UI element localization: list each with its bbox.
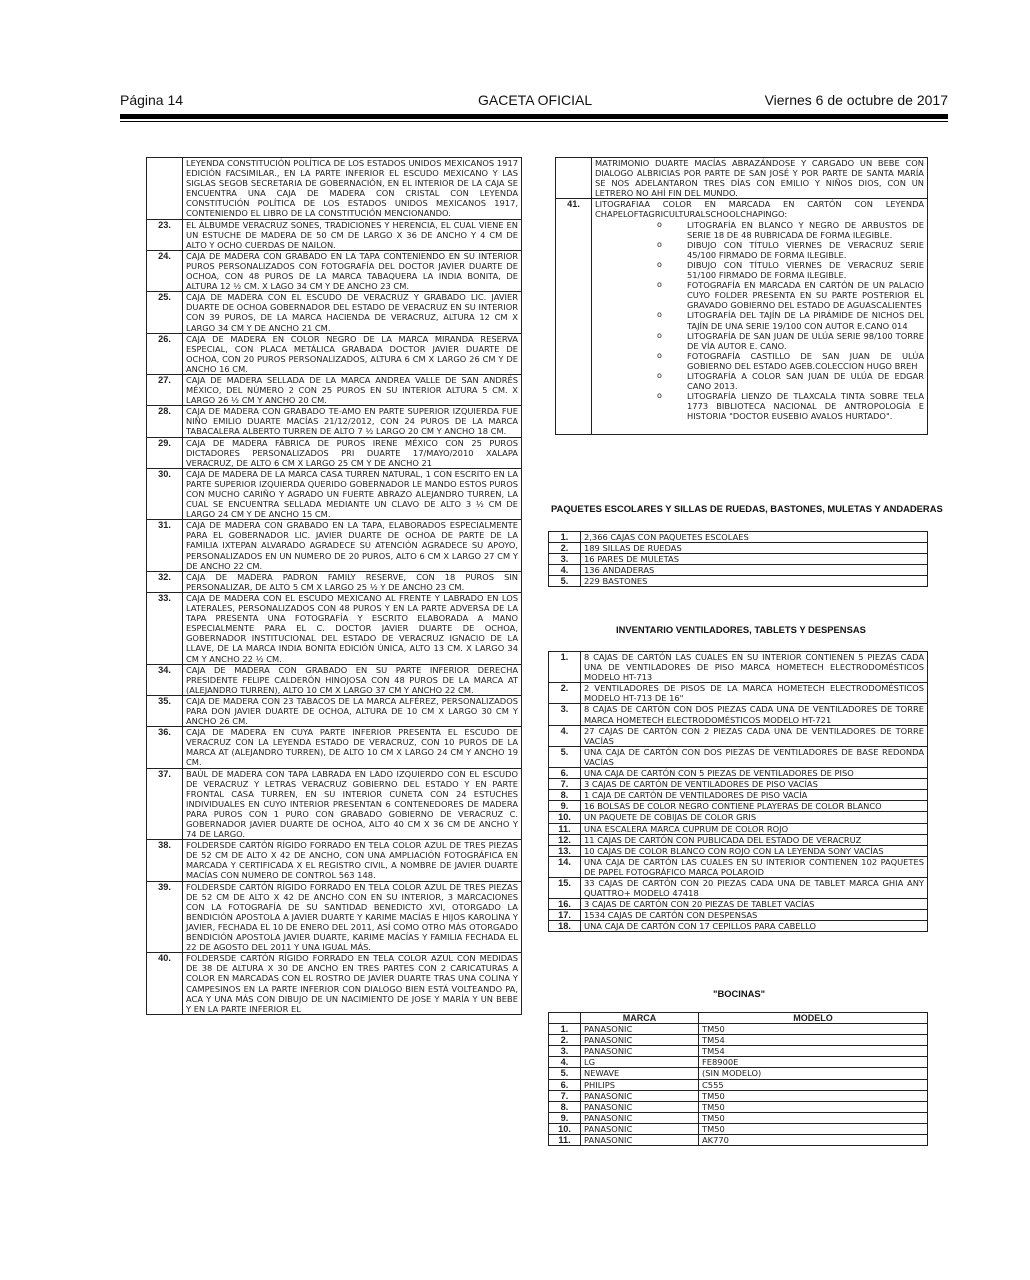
row-number: 14.	[549, 856, 581, 877]
list-item-text: LITOGRAFÍA DE SAN JUAN DE ULÚA SERIE 98/100 TORRE DE VÍA AUTOR E. CANO.	[687, 330, 924, 351]
table-row	[147, 158, 522, 220]
row-description: 2 VENTILADORES DE PISOS DE LA MARCA HOMETECH ELECTRODOMÉSTICOS MODELO HT-713 DE 16"	[581, 683, 928, 704]
header-marca: MARCA	[581, 1013, 699, 1024]
modelo-cell: C555	[699, 1079, 928, 1090]
row-description: 3 CAJAS DE CARTÓN DE VENTILADORES DE PISO VACÍAS	[581, 779, 928, 790]
table-row	[549, 1090, 928, 1101]
table-row	[549, 532, 928, 543]
table-row	[147, 406, 522, 437]
row-number: 24.	[147, 250, 183, 291]
row-description: CAJA DE MADERA SELLADA DE LA MARCA ANDREA VALLE DE SAN ANDRÉS MÉXICO, DEL NÚMERO 2 CON 25 PUROS EN SU INTERIOR ALTURA 5 CM. X LARGO 26 ½ CM Y ANCHO 20 CM.	[183, 374, 522, 405]
marca-cell: PANASONIC	[581, 1112, 699, 1123]
row-description	[592, 199, 928, 435]
bullet-marker: o	[657, 310, 662, 320]
table-row	[549, 652, 928, 683]
row-number: 11.	[549, 823, 581, 834]
table-row	[549, 1123, 928, 1134]
bullet-marker: o	[657, 350, 662, 360]
row-number: 6.	[549, 768, 581, 779]
row-number: 5.	[549, 746, 581, 767]
row-number: 2.	[549, 543, 581, 554]
row-description: 8 CAJAS DE CARTÓN LAS CUALES EN SU INTERIOR CONTIENEN 5 PIEZAS CADA UNA DE VENTILADORES DE PISO MARCA HOMETECH ELECTRODOMÉSTICOS MODELO HT-713	[581, 652, 928, 683]
row-number: 25.	[147, 292, 183, 333]
row-number: 33.	[147, 592, 183, 664]
row-description: FOLDERSDE CARTÓN RÍGIDO FORRADO EN TELA COLOR AZUL CON MEDIDAS DE 38 DE ALTURA X 30 DE ANCHO EN TRES PARTES CON 2 CARICATURAS A COLOR EN MARCADAS CON EL ROSTRO DE JAVIER DUARTE TRAS UNA COLINA Y CAMPESINOS EN LA PARTE INFERIOR CON DIALOGO BIEN ESTÁ VOLTEANDO PA, ACA Y UNA MÁS CON DIBUJO DE UN NACIMIENTO DE JOSE Y MARÍA Y UN BEBE Y EN LA PARTE INFERIOR EL	[183, 953, 522, 1015]
row-number: 38.	[147, 840, 183, 881]
row-description: EL ÁLBUMDE VERACRUZ SONES, TRADICIONES Y HERENCIA, EL CUAL VIENE EN UN ESTUCHE DE MADERA DE 50 CM DE LARGO X 36 DE ANCHO Y 4 CM DE ALTO Y OCHO CUERDAS DE NAILON.	[183, 219, 522, 250]
row-description: UNA CAJA DE CARTÓN CON DOS PIEZAS DE VENTILADORES DE BASE REDONDA VACÍAS	[581, 746, 928, 767]
table-row	[549, 910, 928, 921]
list-item-text: LITOGRAFÍA DEL TAJÍN DE LA PIRÁMIDE DE NICHOS DEL TAJÍN DE UNA SERIE 19/100 CON AUTOR E.CANO 014	[687, 310, 924, 331]
table-row	[549, 1112, 928, 1123]
row-number: 34.	[147, 664, 183, 695]
row-number: 4.	[549, 725, 581, 746]
row-description: CAJA DE MADERA EN CUYA PARTE INFERIOR PRESENTA EL ESCUDO DE VERACRUZ CON LA LEYENDA ESTADO DE VERACRUZ, CON 10 PUROS DE LA MARCA AT (ALEJANDRO TURREN), DE ALTO 10 CM X LARGO 24 CM Y ANCHO 19 CM.	[183, 727, 522, 768]
modelo-cell: TM50	[699, 1024, 928, 1035]
row-number: 10.	[549, 812, 581, 823]
row-number: 7.	[549, 1090, 581, 1101]
row-description: 189 SILLAS DE RUEDAS	[581, 543, 928, 554]
table-row	[147, 592, 522, 664]
table-row	[549, 801, 928, 812]
table-row	[549, 1068, 928, 1079]
table-row	[549, 856, 928, 877]
table-header-row	[549, 1013, 928, 1024]
table-row	[147, 664, 522, 695]
marca-cell: PANASONIC	[581, 1035, 699, 1046]
row-number: 26.	[147, 333, 183, 374]
row-number: 5.	[549, 1068, 581, 1079]
list-item	[595, 371, 924, 391]
table-row	[549, 1024, 928, 1035]
table-row	[556, 158, 928, 199]
row-description: 11 CAJAS DE CARTÓN CON PUBLICADA DEL ESTADO DE VERACRUZ	[581, 834, 928, 845]
row-number: 17.	[549, 910, 581, 921]
row-number: 8.	[549, 790, 581, 801]
inventory-table-right-continued	[555, 157, 928, 435]
row-description: CAJA DE MADERA CON EL ESCUDO DE VERACRUZ Y GRABADO LIC. JAVIER DUARTE DE OCHOA GOBERNADOR DEL ESTADO DE VERACRUZ EN SU INTERIOR CON 39 PUROS, DE LA MARCA HACIENDA DE VERACRUZ, ALTURA 12 CM X LARGO 34 CM Y DE ANCHO 21 CM.	[183, 292, 522, 333]
row-description: 229 BASTONES	[581, 576, 928, 587]
section-title-bocinas: "BOCINAS"	[713, 988, 766, 999]
bocinas-table	[548, 1012, 928, 1146]
row-description: CAJA DE MADERA CON GRABADO EN LA TAPA, ELABORADOS ESPECIALMENTE PARA EL GOBERNADOR LIC. JAVIER DUARTE DE OCHOA DE PARTE DE LA FAMILIA IXTEPAN ALVARADO AGRADECE SU ATENCIÓN AGRADECE SU APOYO, PERSONALIZADOS EN UN NUMERO DE 20 PUROS, ALTO 6 CM X LARGO 27 CM Y DE ANCHO 22 CM.	[183, 520, 522, 571]
row-number: 1.	[549, 1024, 581, 1035]
row-description: UNA ESCALERA MARCA CUPRUM DE COLOR ROJO	[581, 823, 928, 834]
table-row	[549, 790, 928, 801]
marca-cell: LG	[581, 1057, 699, 1068]
row-description: FOLDERSDE CARTÓN RÍGIDO FORRADO EN TELA COLOR AZUL DE TRES PIEZAS DE 52 CM DE ALTO X 42 DE ANCHO CON EN SU INTERIOR, 3 MARCACIONES CON LA FOTOGRAFÍA DE SU SANTIDAD BENEDICTO XVI, OTORGADO LA BENDICIÓN APOSTOLA A JAVIER DUARTE Y KARIME MACÍAS E HIJOS KAROLINA Y JAVIER, FECHADA EL 10 DE ENERO DEL 2011, ASÍ COMO OTRO MÁS OTORGADO BENDICIÓN APOSTOLA JAVIER DUARTE, KARIME MACÍAS Y FAMILIA FECHADA EL 22 DE AGOSTO DEL 2011 Y UNA IGUAL MÁS.	[183, 881, 522, 953]
row-description: UNA CAJA DE CARTÓN CON 17 CEPILLOS PARA CABELLO	[581, 921, 928, 932]
table-row	[549, 834, 928, 845]
row-number: 12.	[549, 834, 581, 845]
row-description: 16 BOLSAS DE COLOR NEGRO CONTIENE PLAYERAS DE COLOR BLANCO	[581, 801, 928, 812]
row-description: LEYENDA CONSTITUCIÓN POLÍTICA DE LOS ESTADOS UNIDOS MEXICANOS 1917 EDICIÓN FACSIMILAR., EN LA PARTE INFERIOR EL ESCUDO MEXICANO Y LAS SIGLAS SEGOB SECRETARIA DE GOBERNACIÓN, EN EL INTERIOR DE LA CAJA SE ENCUENTRA UNA CAJA DE MADERA CON CRISTAL CON LEYENDA CONSTITUCIÓN POLÍTICA DE LOS ESTADOS UNIDOS MEXICANOS 1917, CONTENIENDO EL LIBRO DE LA CONSTITUCIÓN MENCIONANDO.	[183, 158, 522, 220]
table-row	[147, 768, 522, 840]
row-number: 2.	[549, 683, 581, 704]
row-description: 136 ANDADERAS	[581, 565, 928, 576]
table-row	[549, 1101, 928, 1112]
row-description: 1534 CAJAS DE CARTÓN CON DESPENSAS	[581, 910, 928, 921]
table-row	[147, 840, 522, 881]
table-row	[549, 899, 928, 910]
row-number: 37.	[147, 768, 183, 840]
table-row	[147, 219, 522, 250]
row-number	[147, 158, 183, 220]
modelo-cell: TM54	[699, 1035, 928, 1046]
inventory-table-left	[146, 157, 522, 1015]
table-row	[549, 768, 928, 779]
list-item-text: LITOGRAFÍA LIENZO DE TLAXCALA TINTA SOBRE TELA 1773 BIBLIOTECA NACIONAL DE ANTROPOLOGÍA E HISTORIA "DOCTOR EUSEBIO AVALOS HURTADO".	[687, 391, 924, 422]
table-row	[549, 1135, 928, 1146]
table-row	[549, 576, 928, 587]
row-number: 11.	[549, 1135, 581, 1146]
table-row	[549, 746, 928, 767]
row-number: 3.	[549, 1046, 581, 1057]
table-row	[549, 921, 928, 932]
row-description: CAJA DE MADERA CON GRABADO EN SU PARTE INFERIOR DERECHA PRESIDENTE FELIPE CALDERÓN HINOJOSA CON 48 PUROS DE LA MARCA AT (ALEJANDRO TURREN), ALTO 10 CM X LARGO 37 CM Y ANCHO 22 CM.	[183, 664, 522, 695]
list-item	[595, 220, 924, 240]
list-item-text: DIBUJO CON TÍTULO VIERNES DE VERACRUZ SERIE 45/100 FIRMADO DE FORMA ILEGIBLE.	[687, 239, 924, 260]
table-row	[147, 695, 522, 726]
row-description: MATRIMONIO DUARTE MACÍAS ABRAZÁNDOSE Y CARGADO UN BEBE CON DIALOGO ALBRICIAS POR PARTE DE SAN JOSÉ Y POR PARTE DE SANTA MARÍA SE NOS ADELANTARON TRES DÍAS CON EMILIO Y NIÑOS DIOS, CON UN LETRERO NO AHÍ FIN DEL MUNDO.	[592, 158, 928, 199]
row-description: UNA CAJA DE CARTÓN CON 5 PIEZAS DE VENTILADORES DE PISO	[581, 768, 928, 779]
header-rule-thin	[120, 121, 948, 122]
table-row	[147, 374, 522, 405]
list-item	[595, 240, 924, 260]
row-number: 32.	[147, 571, 183, 592]
table-row	[549, 1079, 928, 1090]
modelo-cell: FE8900E	[699, 1057, 928, 1068]
list-item	[595, 331, 924, 351]
row-number: 9.	[549, 801, 581, 812]
row-description: BAÚL DE MADERA CON TAPA LABRADA EN LADO IZQUIERDO CON EL ESCUDO DE VERACRUZ Y LETRAS VERACRUZ GOBIERNO DEL ESTADO Y EN PARTE FRONTAL CASA TURREN, EN SU INTERIOR CUNETA CON 24 ESTUCHES INDIVIDUALES EN CUYO INTERIOR PRESENTAN 6 CONTENEDORES DE MADERA PARA PUROS CON 1 PURO CON GRABADO GOBIERNO DE VERACRUZ C. GOBERNADOR JAVIER DUARTE DE OCHOA, ALTO 40 CM X 36 CM DE ANCHO Y 74 DE LARGO.	[183, 768, 522, 840]
row-number: 8.	[549, 1101, 581, 1112]
table-row	[549, 823, 928, 834]
section-title-inventario: INVENTARIO VENTILADORES, TABLETS Y DESPENSAS	[616, 624, 866, 635]
row-number: 15.	[549, 877, 581, 898]
row-number: 5.	[549, 576, 581, 587]
row-description: CAJA DE MADERA FÁBRICA DE PUROS IRENE MÉXICO CON 25 PUROS DICTADORES PERSONALIZADOS PRI DUARTE 17/MAYO/2010 XALAPA VERACRUZ, DE ALTO 6 CM X LARGO 25 CM Y DE ANCHO 21	[183, 437, 522, 468]
header-modelo: MODELO	[699, 1013, 928, 1024]
list-item-text: LITOGRAFÍA EN BLANCO Y NEGRO DE ARBUSTOS DE SERIE 18 DE 48 RUBRICADA DE FORMA ILEGIBLE.	[687, 219, 924, 240]
list-item-text: DIBUJO CON TÍTULO VIERNES DE VERACRUZ SERIE 51/100 FIRMADO DE FORMA ILEGIBLE.	[687, 259, 924, 281]
row-description: 33 CAJAS DE CARTÓN CON 20 PIEZAS CADA UNA DE TABLET MARCA GHIA ANY QUATTRO+ MODELO 47418	[581, 877, 928, 898]
row-number: 2.	[549, 1035, 581, 1046]
marca-cell: PANASONIC	[581, 1046, 699, 1057]
row-number: 3.	[549, 554, 581, 565]
row-number: 23.	[147, 219, 183, 250]
bullet-marker: o	[657, 259, 662, 269]
row-number: 10.	[549, 1123, 581, 1134]
marca-cell: PANASONIC	[581, 1090, 699, 1101]
table-row	[147, 953, 522, 1015]
modelo-cell: TM50	[699, 1112, 928, 1123]
row-number: 40.	[147, 953, 183, 1015]
list-item	[595, 260, 924, 280]
paquetes-table	[548, 531, 928, 587]
row-number	[556, 158, 592, 199]
table-row	[549, 845, 928, 856]
page-number: Página 14	[120, 92, 184, 108]
row-number: 41.	[556, 199, 592, 435]
bullet-marker: o	[657, 391, 662, 401]
row-number: 27.	[147, 374, 183, 405]
page-header	[120, 88, 948, 110]
header-number	[549, 1013, 581, 1024]
table-row	[549, 725, 928, 746]
row-number: 31.	[147, 520, 183, 571]
table-row	[147, 250, 522, 291]
table-row	[549, 683, 928, 704]
table-row	[147, 881, 522, 953]
marca-cell: PANASONIC	[581, 1024, 699, 1035]
row-number: 39.	[147, 881, 183, 953]
bullet-marker: o	[657, 370, 662, 380]
modelo-cell: AK770	[699, 1135, 928, 1146]
row-number: 13.	[549, 845, 581, 856]
marca-cell: PANASONIC	[581, 1101, 699, 1112]
modelo-cell: TM50	[699, 1101, 928, 1112]
row-number: 4.	[549, 1057, 581, 1068]
table-row	[147, 571, 522, 592]
table-row	[147, 520, 522, 571]
list-item-text: FOTOGRAFÍA EN MARCADA EN CARTÓN DE UN PALACIO CUYO FOLDER PRESENTA EN SU PARTE POSTERIOR EL GRAVADO GOBIERNO DEL ESTADO DE AGUASCALIENTES	[687, 280, 924, 311]
row-description: UN PAQUETE DE COBIJAS DE COLOR GRIS	[581, 812, 928, 823]
table-row	[549, 1035, 928, 1046]
row-description: CAJA DE MADERA CON EL ESCUDO MEXICANO AL FRENTE Y LABRADO EN LOS LATERALES, PERSONALIZADOS CON 48 PUROS Y EN LA PARTE ADVERSA DE LA TAPA PRESENTA UNA FOTOGRAFÍA Y ESCRITO ELABORADA A MANO ESPECIALMENTE PARA EL C. DOCTOR JAVIER DUARTE DE OCHOA, GOBERNADOR INSTITUCIONAL DEL ESTADO DE VERACRUZ IGNACIO DE LA LLAVE, DE LA MARCA INDIA BONITA EDICIÓN ÚNICA, ALTO 13 CM. X LARGO 34 CM Y ANCHO 22 ½ CM.	[183, 592, 522, 664]
row-number: 35.	[147, 695, 183, 726]
modelo-cell: TM50	[699, 1090, 928, 1101]
row-number: 30.	[147, 468, 183, 519]
bullet-marker: o	[657, 280, 662, 290]
marca-cell: PANASONIC	[581, 1135, 699, 1146]
table-row	[549, 779, 928, 790]
row-description: 8 CAJAS DE CARTÓN CON DOS PIEZAS CADA UNA DE VENTILADORES DE TORRE MARCA HOMETECH ELECTRODOMÉSTICOS MODELO HT-721	[581, 704, 928, 725]
row-description: CAJA DE MADERA CON GRABADO EN LA TAPA CONTENIENDO EN SU INTERIOR PUROS PERSONALIZADOS CON FOTOGRAFÍA DEL DOCTOR JAVIER DUARTE DE OCHOA, CON 48 PUROS DE LA MARCA TABAQUERA LA INDIA BONITA, DE ALTURA 12 ½ CM. X LAGO 34 CM Y DE ANCHO 23 CM.	[183, 250, 522, 291]
row-description: CAJA DE MADERA CON 23 TABACOS DE LA MARCA ALFÉREZ, PERSONALIZADOS PARA DON JAVIER DUARTE DE OCHOA, ALTURA DE 10 CM X LARGO 30 CM Y ANCHO 26 CM.	[183, 695, 522, 726]
row-description: 10 CAJAS DE COLOR BLANCO CON ROJO CON LA LEYENDA SONY VACÍAS	[581, 845, 928, 856]
table-row	[549, 543, 928, 554]
bullet-marker: o	[657, 219, 662, 229]
publication-date: Viernes 6 de octubre de 2017	[764, 92, 948, 108]
table-row	[147, 437, 522, 468]
list-item	[595, 310, 924, 330]
row-number: 1.	[549, 532, 581, 543]
row-number: 3.	[549, 704, 581, 725]
table-row	[549, 1046, 928, 1057]
row-number: 29.	[147, 437, 183, 468]
list-item	[595, 280, 924, 310]
bullet-marker: o	[657, 330, 662, 340]
list-item	[595, 391, 924, 421]
item-41-intro: LITOGRAFIAA COLOR EN MARCADA EN CARTÓN CON LEYENDA CHAPELOFTAGRICULTURALSCHOOLCHAPINGO:	[595, 199, 924, 220]
row-description: CAJA DE MADERA DE LA MARCA CASA TURREN NATURAL, 1 CON ESCRITO EN LA PARTE SUPERIOR IZQUIERDA QUERIDO GOBERNADOR LE MANDO ESTOS PUROS CON MUCHO CARIÑO Y AGRADO UN FUERTE ABRAZO ALEJANDRO TURREN, LA CUAL SE ENCUENTRA SELLADA MEDIANTE UN CLAVO DE ALTO 3 ½ CM DE LARGO 24 CM Y DE ANCHO 15 CM.	[183, 468, 522, 519]
row-description: 2,366 CAJAS CON PAQUETES ESCOLAES	[581, 532, 928, 543]
row-number: 7.	[549, 779, 581, 790]
row-number: 16.	[549, 899, 581, 910]
table-row	[549, 877, 928, 898]
publication-title: GACETA OFICIAL	[478, 92, 593, 108]
row-number: 28.	[147, 406, 183, 437]
litografia-sublist	[595, 220, 924, 422]
list-item	[595, 351, 924, 371]
modelo-cell: TM50	[699, 1123, 928, 1134]
row-description: UNA CAJA DE CARTÓN LAS CUALES EN SU INTERIOR CONTIENEN 102 PAQUETES DE PAPEL FOTOGRÁFICO MARCA POLAROID	[581, 856, 928, 877]
table-row	[549, 704, 928, 725]
row-number: 1.	[549, 652, 581, 683]
row-description: 16 PARES DE MULETAS	[581, 554, 928, 565]
row-description: 3 CAJAS DE CARTÓN CON 20 PIEZAS DE TABLET VACÍAS	[581, 899, 928, 910]
list-item-text: FOTOGRAFÍA CASTILLO DE SAN JUAN DE ULÚA GOBIERNO DEL ESTADO AGEB.COLECCION HUGO BREH	[687, 350, 924, 371]
table-row	[549, 554, 928, 565]
table-row	[556, 199, 928, 435]
inventario-table	[548, 651, 928, 932]
list-item-text: LITOGRAFÍA A COLOR SAN JUAN DE ULÚA DE EDGAR CANO 2013.	[687, 370, 924, 392]
row-description: CAJA DE MADERA PADRON FAMILY RESERVE, CON 18 PUROS SIN PERSONALIZAR, DE ALTO 5 CM X LARGO 25 ½ Y DE ANCHO 23 CM.	[183, 571, 522, 592]
bullet-marker: o	[657, 239, 662, 249]
table-row	[549, 1057, 928, 1068]
modelo-cell: TM54	[699, 1046, 928, 1057]
header-rule-thick	[120, 114, 948, 119]
row-number: 9.	[549, 1112, 581, 1123]
marca-cell: NEWAVE	[581, 1068, 699, 1079]
table-row	[147, 468, 522, 519]
table-row	[147, 727, 522, 768]
row-number: 36.	[147, 727, 183, 768]
marca-cell: PANASONIC	[581, 1123, 699, 1134]
row-description: FOLDERSDE CARTÓN RÍGIDO FORRADO EN TELA COLOR AZUL DE TRES PIEZAS DE 52 CM DE ALTO X 42 DE ANCHO, CON UNA AMPLIACIÓN FOTOGRÁFICA EN MARCADA Y CERTIFICADA X EL REGISTRO CIVIL, A NOMBRE DE JAVIER DUARTE MACÍAS CON NUMERO DE CONTROL 563 148.	[183, 840, 522, 881]
row-description: 27 CAJAS DE CARTÓN CON 2 PIEZAS CADA UNA DE VENTILADORES DE TORRE VACÍAS	[581, 725, 928, 746]
row-number: 4.	[549, 565, 581, 576]
row-description: 1 CAJA DE CARTÓN DE VENTILADORES DE PISO VACÍA	[581, 790, 928, 801]
section-title-paquetes: PAQUETES ESCOLARES Y SILLAS DE RUEDAS, BASTONES, MULETAS Y ANDADERAS	[551, 503, 943, 514]
row-description: CAJA DE MADERA CON GRABADO TE-AMO EN PARTE SUPERIOR IZQUIERDA FUE NIÑO EMILIO DUARTE MACÍAS 21/12/2012, CON 24 PUROS DE LA MARCA TABACALERA ALBERTO TURREN DE ALTO 7 ½ LARGO 20 CM Y ANCHO 18 CM.	[183, 406, 522, 437]
table-row	[549, 565, 928, 576]
table-row	[147, 333, 522, 374]
modelo-cell: (SIN MODELO)	[699, 1068, 928, 1079]
table-row	[147, 292, 522, 333]
marca-cell: PHILIPS	[581, 1079, 699, 1090]
row-number: 6.	[549, 1079, 581, 1090]
row-number: 18.	[549, 921, 581, 932]
row-description: CAJA DE MADERA EN COLOR NEGRO DE LA MARCA MIRANDA RESERVA ESPECIAL, CON PLACA METÁLICA GRABADA DOCTOR JAVIER DUARTE DE OCHOA, CON 20 PUROS PERSONALIZADOS, ALTURA 6 CM X LARGO 26 CM Y DE ANCHO 16 CM.	[183, 333, 522, 374]
table-row	[549, 812, 928, 823]
